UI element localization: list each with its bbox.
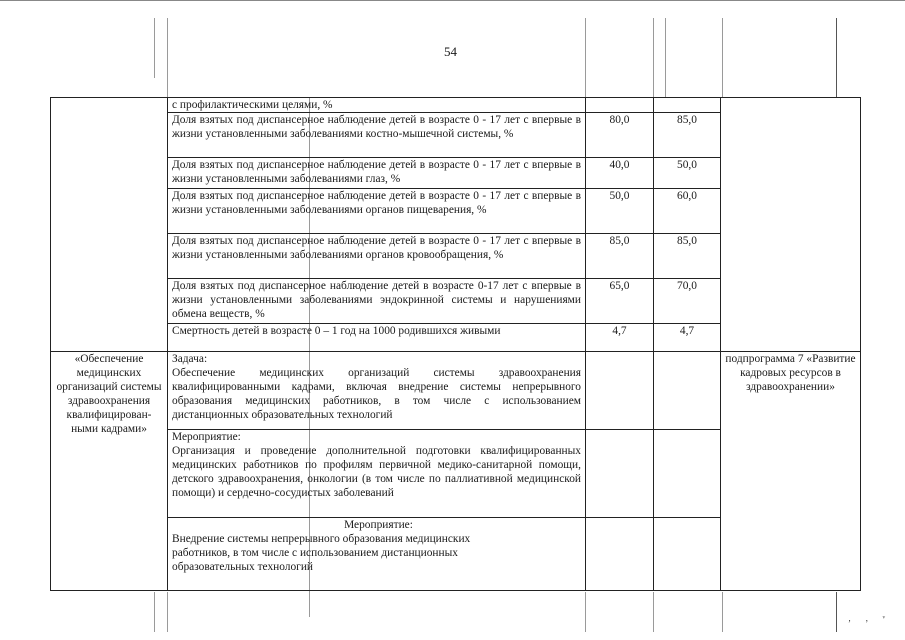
empty-cell <box>586 518 654 591</box>
scan-mark <box>585 18 586 98</box>
target-value-2: 85,0 <box>654 234 721 279</box>
target-value-1: 80,0 <box>586 113 654 158</box>
target-value-2: 85,0 <box>654 113 721 158</box>
task-cell <box>168 352 586 430</box>
goal-cell: «Обеспечение медицинских организаций системы здравоохранения квалифицирован-ными кадрами» <box>51 352 168 591</box>
indicator-text: Доля взятых под диспансерное наблюдение детей в возрасте 0 - 17 лет с впервые в жизни установленными заболеваниями глаз, % <box>168 158 586 189</box>
indicator-text: Смертность детей в возрасте 0 – 1 год на 1000 родившихся живыми <box>168 324 586 352</box>
indicator-table <box>50 97 861 591</box>
measure-heading: Мероприятие: <box>172 431 241 443</box>
task-heading: Задача: <box>172 353 208 365</box>
empty-cell <box>586 352 654 430</box>
target-value-2: 50,0 <box>654 158 721 189</box>
target-value-2 <box>654 98 721 113</box>
program-cell: подпрограмма 7 «Развитие кадровых ресурсов в здравоохранении» <box>721 352 861 591</box>
scan-mark <box>836 592 837 632</box>
program-cell-empty <box>721 98 861 352</box>
indicator-text: Доля взятых под диспансерное наблюдение детей в возрасте 0-17 лет с впервые в жизни установленными заболеваниями эндокринной системы и нарушениями обмена веществ, % <box>168 279 586 324</box>
table-row <box>51 352 861 430</box>
scan-mark <box>722 18 723 98</box>
empty-cell <box>654 430 721 518</box>
empty-cell <box>654 518 721 591</box>
scan-top-line <box>0 0 905 1</box>
scan-mark <box>167 18 168 98</box>
goal-cell-empty <box>51 98 168 352</box>
target-value-2: 4,7 <box>654 324 721 352</box>
target-value-2: 60,0 <box>654 189 721 234</box>
indicator-text: Доля взятых под диспансерное наблюдение детей в возрасте 0 - 17 лет с впервые в жизни установленными заболеваниями костно-мышечной системы, % <box>168 113 586 158</box>
measure-cell <box>168 430 586 518</box>
target-value-1: 65,0 <box>586 279 654 324</box>
target-value-1: 4,7 <box>586 324 654 352</box>
scan-mark <box>585 592 586 632</box>
scan-mark <box>722 592 723 632</box>
target-value-1: 50,0 <box>586 189 654 234</box>
target-value-1: 85,0 <box>586 234 654 279</box>
measure-text: Организация и проведение дополнительной подготовки квалифицированных медицинских работников по профилям первичной медико-санитарной помощи, детского здравоохранения, онкологии (в том числе по паллиативной медицинской помощи) и сердечно-сосудистых заболеваний <box>172 445 581 499</box>
target-value-2: 70,0 <box>654 279 721 324</box>
empty-cell <box>654 352 721 430</box>
indicator-text: Доля взятых под диспансерное наблюдение детей в возрасте 0 - 17 лет с впервые в жизни установленными заболеваниями органов кровообращения, % <box>168 234 586 279</box>
indicator-text: Доля взятых под диспансерное наблюдение детей в возрасте 0 - 17 лет с впервые в жизни установленными заболеваниями органов пищеварения, % <box>168 189 586 234</box>
measure-heading: Мероприятие: <box>344 519 413 531</box>
scan-mark <box>665 18 666 98</box>
measure-text: Внедрение системы непрерывного образования медицинских работников, в том числе с использованием дистанционных образовательных технологий <box>172 533 471 573</box>
scan-mark <box>154 592 155 632</box>
empty-cell <box>586 430 654 518</box>
scan-mark <box>653 18 654 98</box>
task-text: Обеспечение медицинских организаций системы здравоохранения квалифицированными кадрами, включая внедрение системы непрерывного образования медицинских работников, в том числе с использованием дистанционных образовательных технологий <box>172 367 581 421</box>
scan-mark <box>653 592 654 632</box>
scan-mark <box>154 18 155 78</box>
scan-mark <box>836 18 837 98</box>
measure-cell <box>168 518 586 591</box>
scan-mark <box>167 592 168 632</box>
indicator-text: с профилактическими целями, % <box>168 98 586 113</box>
scan-corner-marks: ‚ ‚ ᵛ <box>848 613 892 623</box>
target-value-1 <box>586 98 654 113</box>
target-value-1: 40,0 <box>586 158 654 189</box>
table-row <box>51 98 861 113</box>
page-number: 54 <box>444 44 457 59</box>
